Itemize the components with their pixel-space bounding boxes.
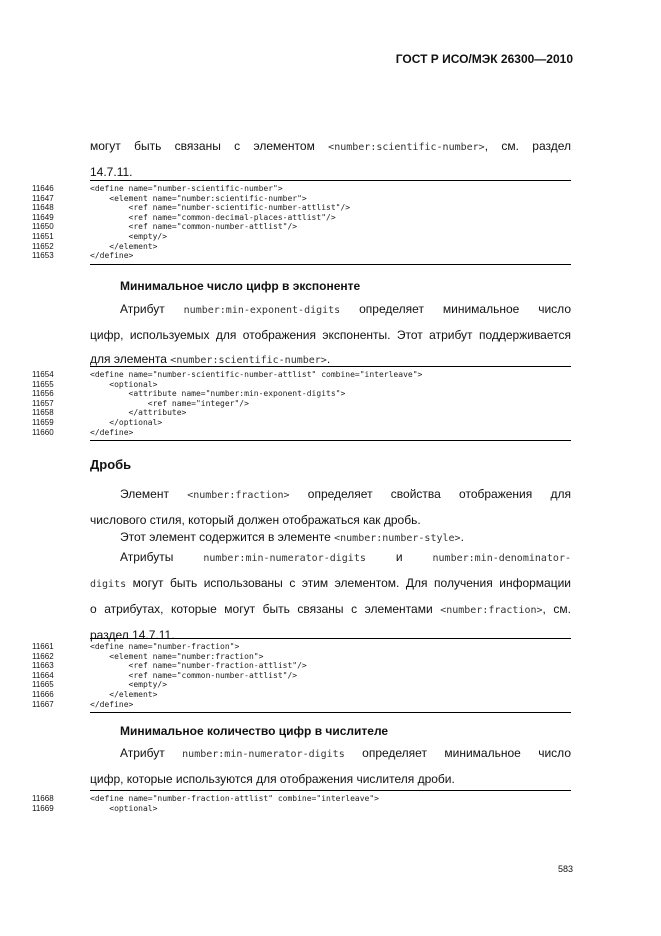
- code-text: <define name="number-scientific-number-attlist" combine="interleave">: [90, 370, 423, 379]
- line-number: 11652: [32, 241, 54, 251]
- code-text: </element>: [90, 689, 158, 699]
- paragraph-2-line-2: цифр, используемых для отображения экспоненты. Этот атрибут поддерживается: [90, 328, 571, 342]
- paragraph-5: [90, 545, 571, 647]
- code-text: <optional>: [90, 379, 158, 389]
- line-number: 11651: [32, 231, 54, 241]
- code-line: [32, 212, 571, 223]
- paragraph-6-line-2: цифр, которые используются для отображения числителя дроби.: [90, 772, 455, 786]
- paragraph-2: [90, 297, 571, 373]
- text: определяет минимальное число: [344, 746, 571, 760]
- text: определяет минимальное число: [340, 302, 571, 316]
- line-number: 11666: [32, 689, 54, 699]
- text: Атрибуты: [120, 550, 204, 564]
- code-text: <define name="number-scientific-number">: [90, 184, 283, 193]
- paragraph-3-line-1: [90, 482, 571, 508]
- code-text: </define>: [90, 251, 134, 261]
- inline-code: <number:scientific-number>: [170, 355, 327, 366]
- code-text: <ref name="integer"/>: [90, 398, 249, 408]
- paragraph-6: [90, 741, 571, 791]
- text: Атрибут: [120, 746, 183, 760]
- text: могут быть связаны с элементом: [90, 139, 329, 153]
- page-number: 583: [557, 864, 573, 874]
- code-text: </attribute>: [90, 408, 187, 418]
- text: и: [365, 550, 433, 564]
- line-number: 11669: [32, 803, 54, 813]
- text: о атрибутах, которые могут быть связаны с элементами: [90, 602, 441, 616]
- inline-code: number:min-numerator-digits: [203, 553, 366, 564]
- line-number: 11646: [32, 184, 54, 193]
- line-number: 11654: [32, 370, 54, 379]
- text: Атрибут: [120, 302, 184, 316]
- paragraph-5-line-3: [90, 597, 571, 623]
- text: для элемента: [90, 352, 171, 366]
- line-number: 11658: [32, 408, 54, 418]
- inline-code: <number:fraction>: [440, 605, 543, 616]
- line-number: 11648: [32, 203, 54, 213]
- code-line: [32, 689, 571, 700]
- line-number: 11668: [32, 794, 54, 803]
- code-line: [32, 794, 571, 804]
- code-line: [32, 417, 571, 428]
- code-text: </define>: [90, 699, 134, 709]
- code-text: <element name="number:fraction">: [90, 651, 264, 661]
- line-number: 11653: [32, 251, 54, 261]
- document-header: ГОСТ Р ИСО/МЭК 26300—2010: [395, 52, 573, 66]
- code-line: [32, 670, 571, 681]
- code-line: [32, 651, 571, 662]
- code-text: <ref name="common-decimal-places-attlist"/>: [90, 212, 336, 222]
- code-line: [32, 803, 571, 814]
- code-text: <optional>: [90, 803, 158, 813]
- line-number: 11655: [32, 379, 54, 389]
- line-number: 11661: [32, 642, 54, 651]
- text: .: [460, 530, 464, 544]
- line-number: 11667: [32, 699, 54, 709]
- inline-code: number:min-denominator-: [432, 553, 571, 564]
- code-line: [32, 184, 571, 194]
- text: Элемент: [120, 487, 188, 501]
- inline-code: <number:scientific-number>: [328, 142, 485, 153]
- text: Этот элемент содержится в элементе: [120, 530, 335, 544]
- code-block-4: [32, 790, 571, 816]
- inline-code: <number:number-style>: [334, 533, 461, 544]
- line-number: 11662: [32, 651, 54, 661]
- paragraph-1-line-2: 14.7.11.: [90, 165, 133, 179]
- code-line: [32, 231, 571, 242]
- line-number: 11657: [32, 398, 54, 408]
- code-line: [32, 370, 571, 380]
- paragraph-5-line-1: [90, 545, 571, 571]
- code-text: <empty/>: [90, 680, 168, 690]
- text: .: [326, 352, 331, 366]
- section-heading-fraction: Дробь: [90, 457, 132, 472]
- line-number: 11663: [32, 661, 54, 671]
- code-line: [32, 398, 571, 409]
- line-number: 11665: [32, 680, 54, 690]
- code-text: </element>: [90, 241, 158, 251]
- code-text: </define>: [90, 427, 134, 437]
- code-line: [32, 251, 571, 261]
- inline-code: digits: [90, 579, 127, 590]
- code-text: <ref name="common-number-attlist"/>: [90, 222, 298, 232]
- text: могут быть использованы с этим элементом. Для получения информации: [126, 576, 571, 590]
- section-heading-exponent: Минимальное число цифр в экспоненте: [120, 279, 361, 293]
- section-heading-numerator: Минимальное количество цифр в числителе: [120, 724, 389, 738]
- paragraph-1: [90, 134, 571, 184]
- code-text: <ref name="number-scientific-number-attlist"/>: [90, 203, 351, 213]
- paragraph-1-line-1: [90, 134, 571, 160]
- code-line: [32, 203, 571, 213]
- code-line: [32, 389, 571, 399]
- code-line: [32, 193, 571, 204]
- code-line: [32, 222, 571, 232]
- text: , см.: [542, 602, 571, 616]
- code-block-2: [32, 366, 571, 441]
- text: определяет свойства отображения для: [289, 487, 571, 501]
- code-block-3: [32, 638, 571, 713]
- inline-code: number:min-numerator-digits: [182, 749, 345, 760]
- line-number: 11659: [32, 417, 54, 427]
- code-text: <attribute name="number:min-exponent-digits">: [90, 389, 346, 399]
- paragraph-5-line-2: [90, 571, 571, 597]
- code-line: [32, 408, 571, 418]
- paragraph-2-line-1: [90, 297, 571, 323]
- code-line: [32, 379, 571, 390]
- line-number: 11647: [32, 193, 54, 203]
- paragraph-3-line-2: числового стиля, который должен отображаться как дробь.: [90, 513, 421, 527]
- line-number: 11664: [32, 670, 54, 680]
- line-number: 11656: [32, 389, 54, 399]
- code-text: <define name="number-fraction">: [90, 642, 240, 651]
- code-line: [32, 241, 571, 252]
- inline-code: <number:fraction>: [187, 490, 290, 501]
- line-number: 11649: [32, 212, 54, 222]
- code-text: <define name="number-fraction-attlist" combine="interleave">: [90, 794, 379, 803]
- code-text: <ref name="common-number-attlist"/>: [90, 670, 298, 680]
- code-text: <element name="number:scientific-number">: [90, 193, 307, 203]
- paragraph-6-line-1: [90, 741, 571, 767]
- code-text: <ref name="number-fraction-attlist"/>: [90, 661, 307, 671]
- code-line: [32, 661, 571, 671]
- line-number: 11650: [32, 222, 54, 232]
- inline-code: number:min-exponent-digits: [183, 305, 341, 316]
- text: , см. раздел: [484, 139, 571, 153]
- code-block-1: [32, 180, 571, 265]
- code-text: </optional>: [90, 417, 163, 427]
- code-text: <empty/>: [90, 231, 168, 241]
- code-line: [32, 699, 571, 710]
- paragraph-5-line-4: раздел 14.7.11.: [90, 628, 175, 642]
- code-line: [32, 680, 571, 690]
- line-number: 11660: [32, 427, 54, 437]
- code-line: [32, 642, 571, 652]
- code-line: [32, 427, 571, 438]
